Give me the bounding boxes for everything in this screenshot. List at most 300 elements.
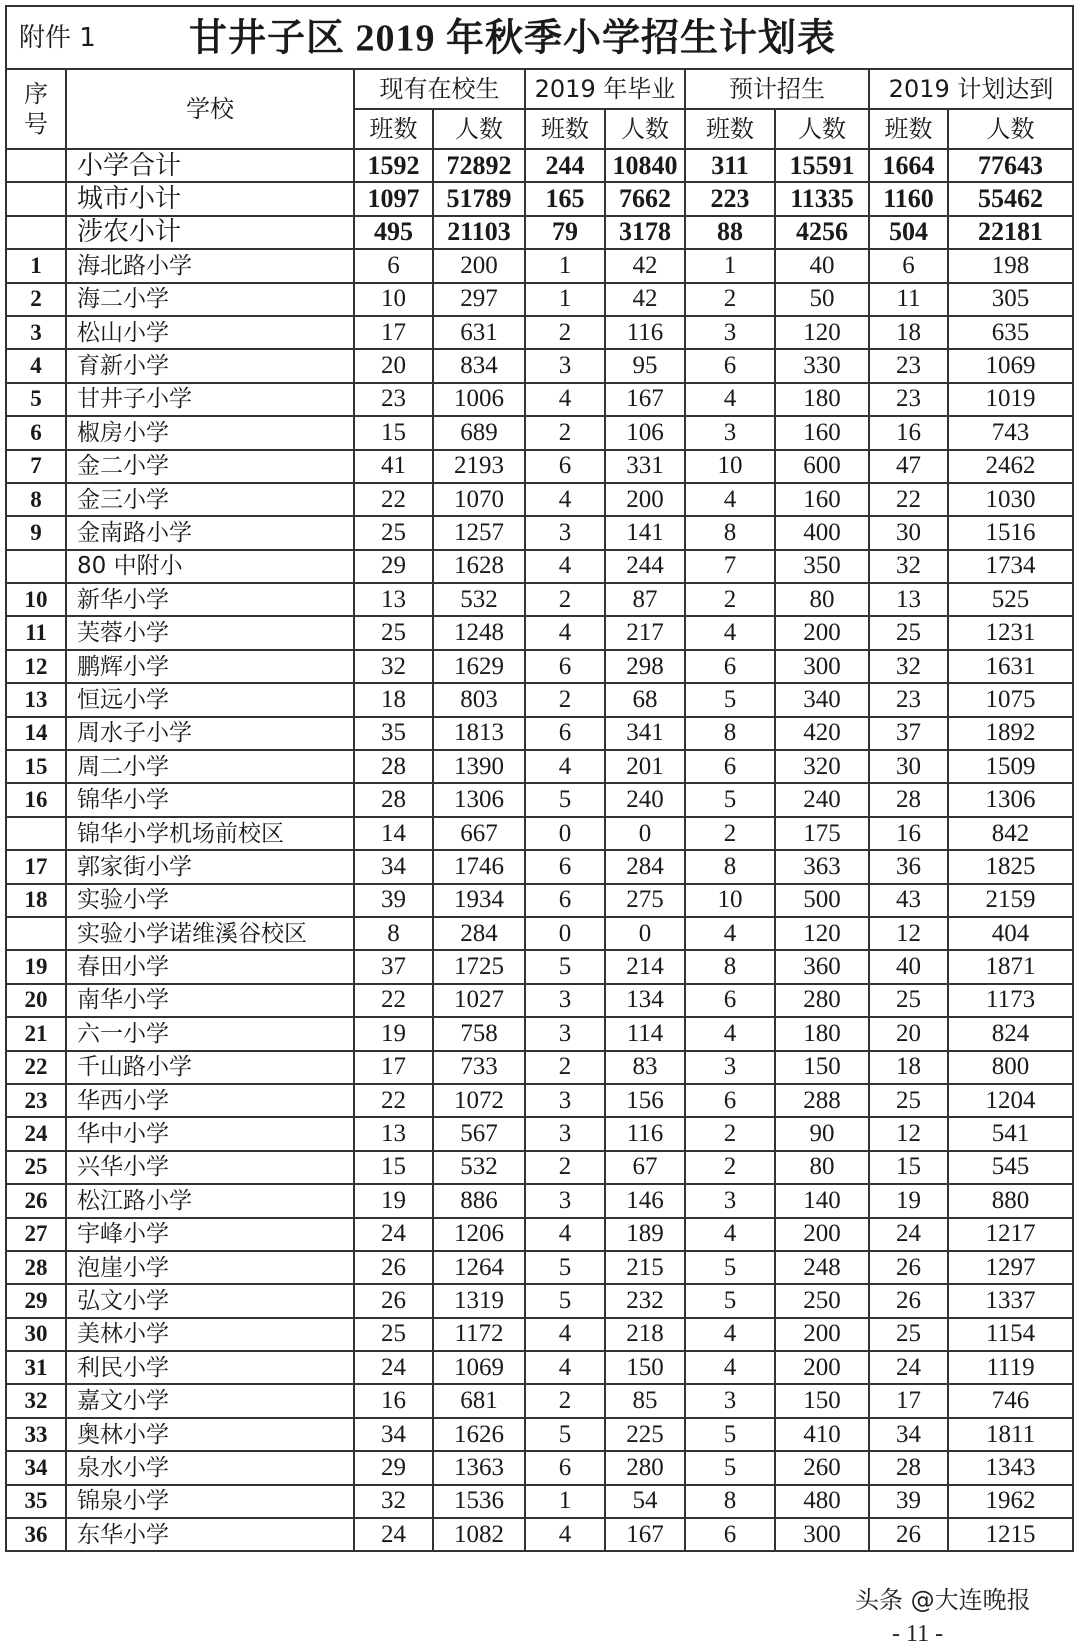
students-cell: 150 (775, 1384, 869, 1417)
school-name-cell: 宇峰小学 (66, 1218, 354, 1251)
students-cell: 201 (605, 750, 685, 783)
classes-cell: 12 (869, 917, 948, 950)
classes-cell: 8 (354, 917, 433, 950)
students-cell: 1337 (948, 1284, 1073, 1317)
students-cell: 40 (775, 249, 869, 282)
classes-cell: 39 (354, 884, 433, 917)
classes-cell: 37 (354, 950, 433, 983)
classes-cell: 8 (685, 950, 775, 983)
classes-cell: 15 (354, 1151, 433, 1184)
header-sub-students: 人数 (605, 109, 685, 149)
classes-cell: 13 (869, 583, 948, 616)
classes-cell: 6 (685, 1518, 775, 1551)
students-cell: 22181 (948, 216, 1073, 249)
classes-cell: 4 (525, 750, 605, 783)
table-row (6, 1218, 1073, 1251)
students-cell: 1509 (948, 750, 1073, 783)
classes-cell: 25 (354, 1318, 433, 1351)
classes-cell: 3 (525, 1017, 605, 1050)
header-2019-graduates: 2019 年毕业 (525, 69, 685, 109)
classes-cell: 43 (869, 884, 948, 917)
students-cell: 480 (775, 1485, 869, 1518)
classes-cell: 5 (685, 1284, 775, 1317)
classes-cell: 11 (869, 283, 948, 316)
classes-cell: 13 (354, 583, 433, 616)
students-cell: 10840 (605, 149, 685, 182)
students-cell: 1217 (948, 1218, 1073, 1251)
school-name-cell: 金三小学 (66, 483, 354, 516)
school-name-cell: 新华小学 (66, 583, 354, 616)
students-cell: 1734 (948, 550, 1073, 583)
classes-cell: 2 (685, 1151, 775, 1184)
seq-cell: 12 (6, 650, 66, 683)
table-row (6, 1151, 1073, 1184)
school-name-cell: 周水子小学 (66, 717, 354, 750)
school-name-cell: 兴华小学 (66, 1151, 354, 1184)
seq-cell: 32 (6, 1384, 66, 1417)
school-name-cell: 锦华小学机场前校区 (66, 817, 354, 850)
table-row (6, 1518, 1073, 1551)
students-cell: 106 (605, 416, 685, 449)
classes-cell: 1160 (869, 182, 948, 215)
students-cell: 150 (775, 1051, 869, 1084)
classes-cell: 3 (525, 1184, 605, 1217)
students-cell: 1813 (433, 717, 525, 750)
students-cell: 1343 (948, 1451, 1073, 1484)
classes-cell: 4 (525, 483, 605, 516)
seq-cell: 28 (6, 1251, 66, 1284)
students-cell: 134 (605, 984, 685, 1017)
classes-cell: 8 (685, 850, 775, 883)
classes-cell: 5 (685, 683, 775, 716)
classes-cell: 16 (869, 817, 948, 850)
school-name-cell: 泉水小学 (66, 1451, 354, 1484)
classes-cell: 24 (354, 1218, 433, 1251)
classes-cell: 26 (869, 1518, 948, 1551)
students-cell: 167 (605, 1518, 685, 1551)
table-row (6, 1184, 1073, 1217)
school-name-cell: 南华小学 (66, 984, 354, 1017)
seq-cell (6, 550, 66, 583)
students-cell: 1264 (433, 1251, 525, 1284)
classes-cell: 6 (685, 349, 775, 382)
classes-cell: 34 (869, 1418, 948, 1451)
table-row (6, 884, 1073, 917)
classes-cell: 30 (869, 750, 948, 783)
students-cell: 1516 (948, 516, 1073, 549)
students-cell: 175 (775, 817, 869, 850)
classes-cell: 5 (685, 1451, 775, 1484)
students-cell: 85 (605, 1384, 685, 1417)
classes-cell: 29 (354, 1451, 433, 1484)
classes-cell: 6 (525, 450, 605, 483)
table-row (6, 984, 1073, 1017)
classes-cell: 8 (685, 1485, 775, 1518)
students-cell: 1154 (948, 1318, 1073, 1351)
students-cell: 667 (433, 817, 525, 850)
classes-cell: 22 (354, 1084, 433, 1117)
students-cell: 1172 (433, 1318, 525, 1351)
school-name-cell: 东华小学 (66, 1518, 354, 1551)
students-cell: 284 (433, 917, 525, 950)
table-row (6, 249, 1073, 282)
classes-cell: 5 (525, 1251, 605, 1284)
seq-cell (6, 216, 66, 249)
table-row (6, 1284, 1073, 1317)
classes-cell: 4 (525, 383, 605, 416)
classes-cell: 24 (354, 1518, 433, 1551)
students-cell: 11335 (775, 182, 869, 215)
classes-cell: 8 (685, 717, 775, 750)
header-sub-classes: 班数 (525, 109, 605, 149)
summary-row (6, 182, 1073, 215)
students-cell: 140 (775, 1184, 869, 1217)
students-cell: 733 (433, 1051, 525, 1084)
classes-cell: 2 (525, 1151, 605, 1184)
page-number: - 11 - (892, 1621, 944, 1647)
table-row (6, 850, 1073, 883)
header-sub-classes: 班数 (869, 109, 948, 149)
seq-cell (6, 149, 66, 182)
school-name-cell: 嘉文小学 (66, 1384, 354, 1417)
classes-cell: 16 (354, 1384, 433, 1417)
students-cell: 260 (775, 1451, 869, 1484)
table-row (6, 383, 1073, 416)
students-cell: 214 (605, 950, 685, 983)
students-cell: 215 (605, 1251, 685, 1284)
header-sub-students: 人数 (433, 109, 525, 149)
students-cell: 1934 (433, 884, 525, 917)
classes-cell: 2 (525, 1384, 605, 1417)
students-cell: 77643 (948, 149, 1073, 182)
students-cell: 120 (775, 917, 869, 950)
classes-cell: 3 (685, 1051, 775, 1084)
table-row (6, 950, 1073, 983)
table-row (6, 1451, 1073, 1484)
seq-cell: 3 (6, 316, 66, 349)
classes-cell: 5 (525, 783, 605, 816)
students-cell: 51789 (433, 182, 525, 215)
classes-cell: 26 (869, 1284, 948, 1317)
students-cell: 275 (605, 884, 685, 917)
school-name-cell: 郭家街小学 (66, 850, 354, 883)
students-cell: 1006 (433, 383, 525, 416)
students-cell: 1626 (433, 1418, 525, 1451)
classes-cell: 4 (525, 1351, 605, 1384)
classes-cell: 24 (354, 1351, 433, 1384)
seq-cell: 13 (6, 683, 66, 716)
classes-cell: 1592 (354, 149, 433, 182)
school-name-cell: 六一小学 (66, 1017, 354, 1050)
seq-cell (6, 917, 66, 950)
students-cell: 160 (775, 416, 869, 449)
students-cell: 350 (775, 550, 869, 583)
students-cell: 15591 (775, 149, 869, 182)
classes-cell: 19 (869, 1184, 948, 1217)
classes-cell: 2 (685, 1117, 775, 1150)
students-cell: 1962 (948, 1485, 1073, 1518)
classes-cell: 34 (354, 1418, 433, 1451)
school-name-cell: 泡崖小学 (66, 1251, 354, 1284)
students-cell: 156 (605, 1084, 685, 1117)
school-name-cell: 育新小学 (66, 349, 354, 382)
watermark-text: 头条 @大连晚报 (855, 1586, 1031, 1614)
enrollment-plan-table (5, 5, 1074, 1552)
classes-cell: 3 (525, 1084, 605, 1117)
classes-cell: 5 (685, 783, 775, 816)
students-cell: 1019 (948, 383, 1073, 416)
classes-cell: 4 (525, 550, 605, 583)
students-cell: 83 (605, 1051, 685, 1084)
students-cell: 635 (948, 316, 1073, 349)
header-sub-classes: 班数 (685, 109, 775, 149)
classes-cell: 10 (685, 450, 775, 483)
classes-cell: 3 (525, 984, 605, 1017)
students-cell: 1628 (433, 550, 525, 583)
classes-cell: 6 (869, 249, 948, 282)
table-row (6, 1084, 1073, 1117)
students-cell: 305 (948, 283, 1073, 316)
table-row (6, 450, 1073, 483)
seq-cell (6, 817, 66, 850)
classes-cell: 4 (525, 1518, 605, 1551)
header-sub-students: 人数 (948, 109, 1073, 149)
classes-cell: 0 (525, 817, 605, 850)
attachment-label: 附件 1 (19, 23, 96, 54)
students-cell: 42 (605, 283, 685, 316)
classes-cell: 2 (525, 316, 605, 349)
classes-cell: 22 (869, 483, 948, 516)
school-name-cell: 城市小计 (66, 182, 354, 215)
students-cell: 50 (775, 283, 869, 316)
classes-cell: 4 (685, 483, 775, 516)
students-cell: 54 (605, 1485, 685, 1518)
students-cell: 800 (948, 1051, 1073, 1084)
classes-cell: 15 (869, 1151, 948, 1184)
seq-cell: 14 (6, 717, 66, 750)
classes-cell: 3 (525, 1117, 605, 1150)
seq-cell: 5 (6, 383, 66, 416)
school-name-cell: 海北路小学 (66, 249, 354, 282)
header-current-students: 现有在校生 (354, 69, 525, 109)
students-cell: 248 (775, 1251, 869, 1284)
classes-cell: 3 (685, 316, 775, 349)
school-name-cell: 鹏辉小学 (66, 650, 354, 683)
seq-cell: 22 (6, 1051, 66, 1084)
school-name-cell: 实验小学 (66, 884, 354, 917)
classes-cell: 165 (525, 182, 605, 215)
students-cell: 217 (605, 616, 685, 649)
table-row (6, 1318, 1073, 1351)
students-cell: 225 (605, 1418, 685, 1451)
students-cell: 146 (605, 1184, 685, 1217)
classes-cell: 32 (869, 550, 948, 583)
classes-cell: 2 (685, 583, 775, 616)
table-row (6, 1351, 1073, 1384)
classes-cell: 8 (685, 516, 775, 549)
seq-cell: 6 (6, 416, 66, 449)
header-row-groups (6, 69, 1073, 109)
students-cell: 532 (433, 583, 525, 616)
classes-cell: 28 (354, 750, 433, 783)
seq-cell: 18 (6, 884, 66, 917)
school-name-cell: 华西小学 (66, 1084, 354, 1117)
students-cell: 2159 (948, 884, 1073, 917)
classes-cell: 15 (354, 416, 433, 449)
classes-cell: 22 (354, 984, 433, 1017)
classes-cell: 24 (869, 1218, 948, 1251)
students-cell: 232 (605, 1284, 685, 1317)
classes-cell: 17 (354, 316, 433, 349)
classes-cell: 34 (354, 850, 433, 883)
students-cell: 541 (948, 1117, 1073, 1150)
students-cell: 120 (775, 316, 869, 349)
school-name-cell: 锦泉小学 (66, 1485, 354, 1518)
students-cell: 240 (605, 783, 685, 816)
classes-cell: 2 (525, 1051, 605, 1084)
students-cell: 72892 (433, 149, 525, 182)
seq-cell: 31 (6, 1351, 66, 1384)
classes-cell: 25 (869, 1084, 948, 1117)
classes-cell: 10 (354, 283, 433, 316)
students-cell: 363 (775, 850, 869, 883)
seq-cell: 36 (6, 1518, 66, 1551)
classes-cell: 4 (685, 383, 775, 416)
header-seq: 序号 (6, 69, 66, 149)
school-name-cell: 80 中附小 (66, 550, 354, 583)
table-row (6, 550, 1073, 583)
students-cell: 1363 (433, 1451, 525, 1484)
students-cell: 340 (775, 683, 869, 716)
seq-cell: 35 (6, 1485, 66, 1518)
table-row (6, 316, 1073, 349)
students-cell: 21103 (433, 216, 525, 249)
classes-cell: 25 (354, 616, 433, 649)
classes-cell: 7 (685, 550, 775, 583)
classes-cell: 5 (525, 1284, 605, 1317)
classes-cell: 6 (525, 1451, 605, 1484)
students-cell: 160 (775, 483, 869, 516)
students-cell: 200 (433, 249, 525, 282)
students-cell: 1215 (948, 1518, 1073, 1551)
students-cell: 167 (605, 383, 685, 416)
school-name-cell: 恒远小学 (66, 683, 354, 716)
students-cell: 67 (605, 1151, 685, 1184)
seq-cell: 20 (6, 984, 66, 1017)
classes-cell: 4 (685, 1218, 775, 1251)
students-cell: 244 (605, 550, 685, 583)
seq-cell: 34 (6, 1451, 66, 1484)
classes-cell: 37 (869, 717, 948, 750)
table-row (6, 1384, 1073, 1417)
students-cell: 298 (605, 650, 685, 683)
classes-cell: 3 (685, 1184, 775, 1217)
students-cell: 880 (948, 1184, 1073, 1217)
school-name-cell: 春田小学 (66, 950, 354, 983)
classes-cell: 18 (354, 683, 433, 716)
students-cell: 1297 (948, 1251, 1073, 1284)
table-row (6, 1017, 1073, 1050)
students-cell: 1069 (433, 1351, 525, 1384)
classes-cell: 1 (525, 1485, 605, 1518)
students-cell: 1631 (948, 650, 1073, 683)
students-cell: 189 (605, 1218, 685, 1251)
classes-cell: 223 (685, 182, 775, 215)
classes-cell: 6 (685, 750, 775, 783)
students-cell: 330 (775, 349, 869, 382)
seq-cell: 15 (6, 750, 66, 783)
table-row (6, 717, 1073, 750)
students-cell: 250 (775, 1284, 869, 1317)
classes-cell: 6 (525, 850, 605, 883)
classes-cell: 5 (685, 1251, 775, 1284)
classes-cell: 6 (685, 650, 775, 683)
students-cell: 1629 (433, 650, 525, 683)
seq-cell: 21 (6, 1017, 66, 1050)
classes-cell: 1 (685, 249, 775, 282)
classes-cell: 4 (525, 1318, 605, 1351)
seq-cell: 33 (6, 1418, 66, 1451)
classes-cell: 26 (354, 1251, 433, 1284)
students-cell: 500 (775, 884, 869, 917)
school-name-cell: 华中小学 (66, 1117, 354, 1150)
classes-cell: 20 (869, 1017, 948, 1050)
classes-cell: 40 (869, 950, 948, 983)
students-cell: 320 (775, 750, 869, 783)
seq-cell: 23 (6, 1084, 66, 1117)
students-cell: 0 (605, 817, 685, 850)
summary-row (6, 149, 1073, 182)
classes-cell: 17 (869, 1384, 948, 1417)
table-row (6, 1251, 1073, 1284)
seq-cell: 16 (6, 783, 66, 816)
students-cell: 80 (775, 1151, 869, 1184)
students-cell: 280 (605, 1451, 685, 1484)
seq-cell: 29 (6, 1284, 66, 1317)
students-cell: 3178 (605, 216, 685, 249)
classes-cell: 4 (685, 616, 775, 649)
classes-cell: 19 (354, 1017, 433, 1050)
classes-cell: 28 (869, 1451, 948, 1484)
students-cell: 80 (775, 583, 869, 616)
students-cell: 180 (775, 383, 869, 416)
students-cell: 567 (433, 1117, 525, 1150)
classes-cell: 26 (869, 1251, 948, 1284)
school-name-cell: 金南路小学 (66, 516, 354, 549)
seq-cell: 19 (6, 950, 66, 983)
classes-cell: 88 (685, 216, 775, 249)
students-cell: 404 (948, 917, 1073, 950)
school-name-cell: 椒房小学 (66, 416, 354, 449)
classes-cell: 4 (685, 1017, 775, 1050)
students-cell: 218 (605, 1318, 685, 1351)
seq-cell: 24 (6, 1117, 66, 1150)
school-name-cell: 涉农小计 (66, 216, 354, 249)
students-cell: 200 (605, 483, 685, 516)
header-planned-enrollment: 预计招生 (685, 69, 869, 109)
students-cell: 341 (605, 717, 685, 750)
classes-cell: 28 (869, 783, 948, 816)
classes-cell: 1 (525, 283, 605, 316)
students-cell: 842 (948, 817, 1073, 850)
seq-cell: 8 (6, 483, 66, 516)
students-cell: 1257 (433, 516, 525, 549)
students-cell: 689 (433, 416, 525, 449)
classes-cell: 4 (685, 917, 775, 950)
classes-cell: 35 (354, 717, 433, 750)
classes-cell: 39 (869, 1485, 948, 1518)
students-cell: 116 (605, 316, 685, 349)
